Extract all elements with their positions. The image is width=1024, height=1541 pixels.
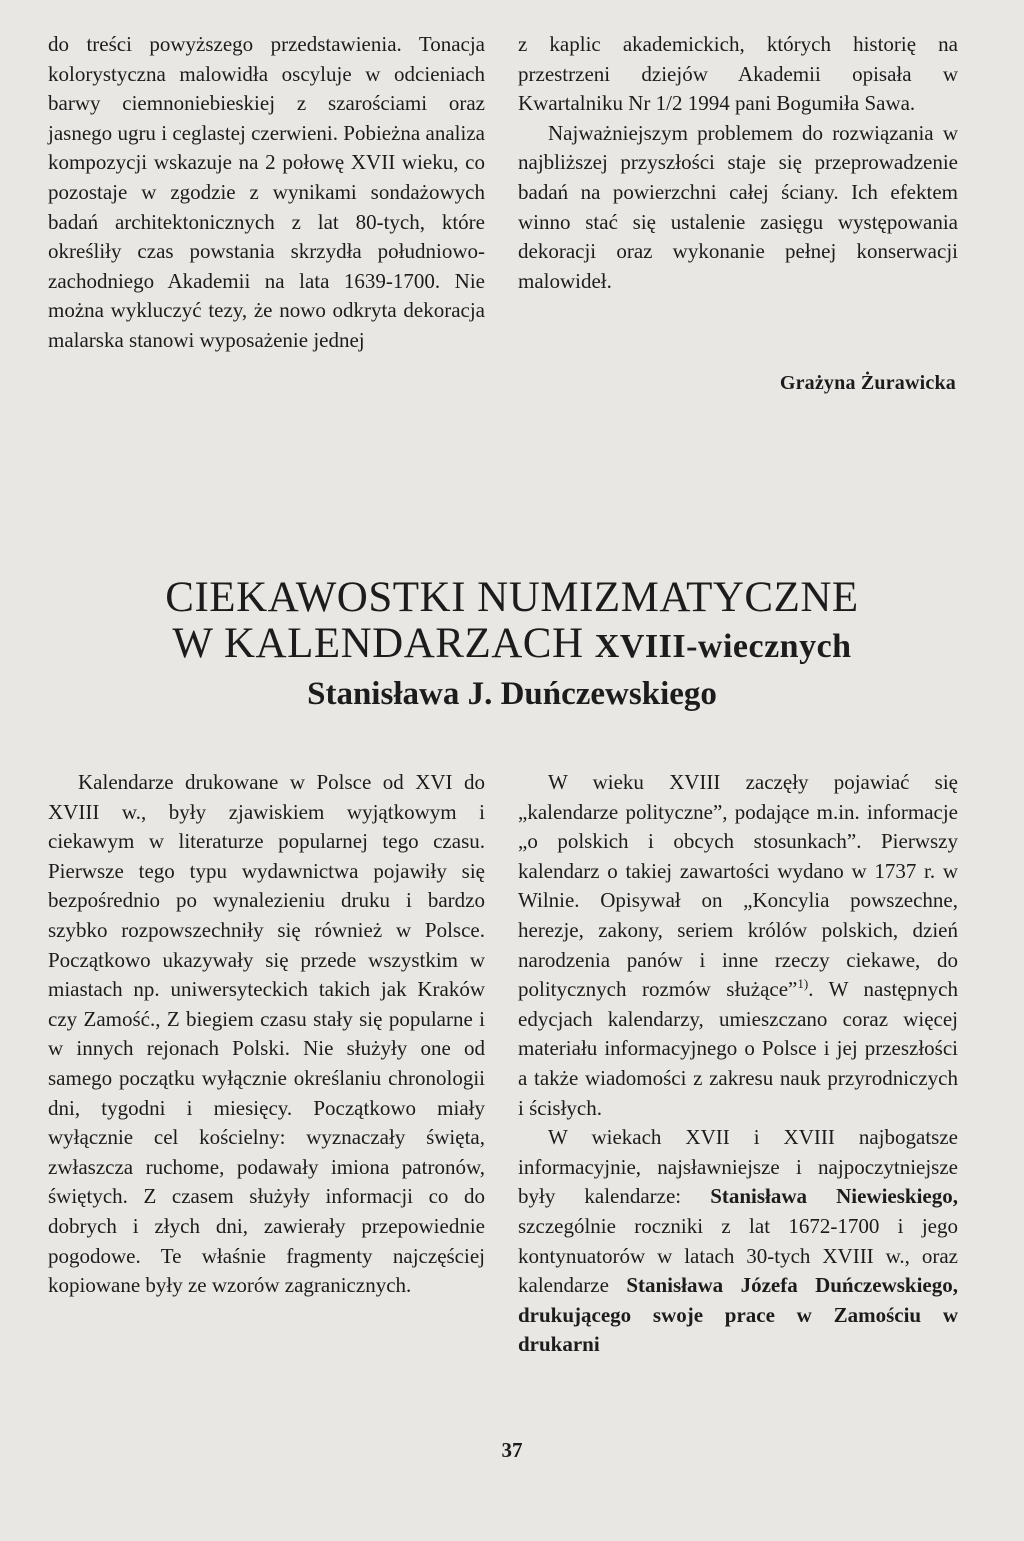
title-line-2-main: W KALENDARZACH bbox=[172, 620, 584, 667]
paragraph: Najważniejszym problemem do rozwiązania w najbliższej przyszłości staje się przeprowadzenie badań na powierzchni całej ściany. Ich efektem winno stać się ustalenie zasięgu występowania dekoracji oraz wykonanie pełnej konserwacji malowideł. bbox=[518, 120, 958, 293]
bold-name: Stanisława Niewieskiego, bbox=[710, 1184, 958, 1209]
paragraph-text: . W następnych edycjach kalendarzy, umieszczano coraz więcej materiału informacyjnego o Polsce i jej przeszłości a także wiadomości z zakresu nauk przyrodniczych i ścisłych. bbox=[518, 977, 959, 1120]
title-line-3: Stanisława J. Duńczewskiego bbox=[307, 676, 717, 712]
title-line-1: CIEKAWOSTKI NUMIZMATYCZNE bbox=[165, 574, 859, 621]
paragraph: Kalendarze drukowane w Polsce od XVI do XVIII w., były zjawiskiem wyjątkowym i ciekawym w literaturze popularnej tego czasu. Pierwsze tego typu wydawnictwa pojawiły się bezpośrednio po wynalezieniu druku i bardzo szybko rozpowszechniły się również w Polsce. Początkowo ukazywały się przede wszystkim w miastach np. uniwersyteckich takich jak Kraków czy Zamość., Z biegiem czasu stały się popularne i w innych rejonach Polski. Nie służyły one od samego początku wyłącznie określaniu chronologii dni, tygodni i miesięcy. Początkowo miały wyłącznie cel kościelny: wyznaczały święta, zwłaszcza ruchome, podawały imiona patronów, świętych. Z czasem służyły informacji co do dobrych i złych dni, zawierały przepowiednie pogodowe. Te właśnie fragmenty najczęściej kopiowane były ze wzorów zagranicznych. bbox=[48, 770, 485, 1298]
paragraph bbox=[518, 768, 958, 1123]
paragraph-text: szczególnie roczniki z lat 1672-1700 i jego kontynuatorów w latach 30-tych XVIII w., oraz kalendarze bbox=[518, 1213, 958, 1298]
paragraph-text: W wieku XVIII zaczęły pojawiać się „kalendarze polityczne”, podające m.in. informacje „o polskich i obcych stosunkach”. Pierwszy kalendarz o takiej zawartości wydano w 1737 r. w Wilnie. Opisywał on „Koncylia powszechne, herezje, zakony, seriem królów polskich, dzień narodzenia panów i inne rzeczy ciekawe, do politycznych rozmów służące” bbox=[518, 770, 958, 1002]
paragraph-text: W wiekach XVII i XVIII najbogatsze informacyjnie, najsławniejsze i najpoczytniejsze były kalendarze: bbox=[518, 1125, 958, 1209]
paragraph: z kaplic akademickich, których historię na przestrzeni dziejów Akademii opisała w Kwartalniku Nr 1/2 1994 pani Bogumiła Sawa. bbox=[518, 32, 958, 116]
top-left-column bbox=[48, 30, 485, 356]
paragraph: do treści powyższego przedstawienia. Tonacja kolorystyczna malowidła oscyluje w odcieniach barwy ciemnoniebieskiej z szarościami oraz jasnego ugru i ceglastej czerwieni. Pobieżna analiza kompozycji wskazuje na 2 połowę XVII wieku, co pozostaje w zgodzie z wynikami sondażowych badań architektonicznych z lat 80-tych, które określiły czas powstania skrzydła południowo-zachodniego Akademii na lata 1639-1700. Nie można wykluczyć tezy, że nowo odkryta dekoracja malarska stanowi wyposażenie jednej bbox=[48, 32, 485, 352]
footnote-marker: 1) bbox=[797, 976, 809, 992]
bottom-right-column bbox=[518, 768, 958, 1360]
title-line-2 bbox=[0, 621, 1024, 670]
paragraph bbox=[518, 1123, 958, 1360]
author-signature: Grażyna Żurawicka bbox=[779, 372, 956, 394]
bottom-left-column bbox=[48, 768, 485, 1301]
page-number: 37 bbox=[501, 1438, 523, 1462]
top-right-column bbox=[518, 30, 958, 296]
title-line-2-suffix: XVIII-wiecznych bbox=[594, 628, 852, 665]
bold-name: Stanisława Józefa Duńczewskiego, drukującego swoje prace w Zamościu w drukarni bbox=[518, 1273, 959, 1357]
article-title bbox=[0, 575, 1024, 714]
